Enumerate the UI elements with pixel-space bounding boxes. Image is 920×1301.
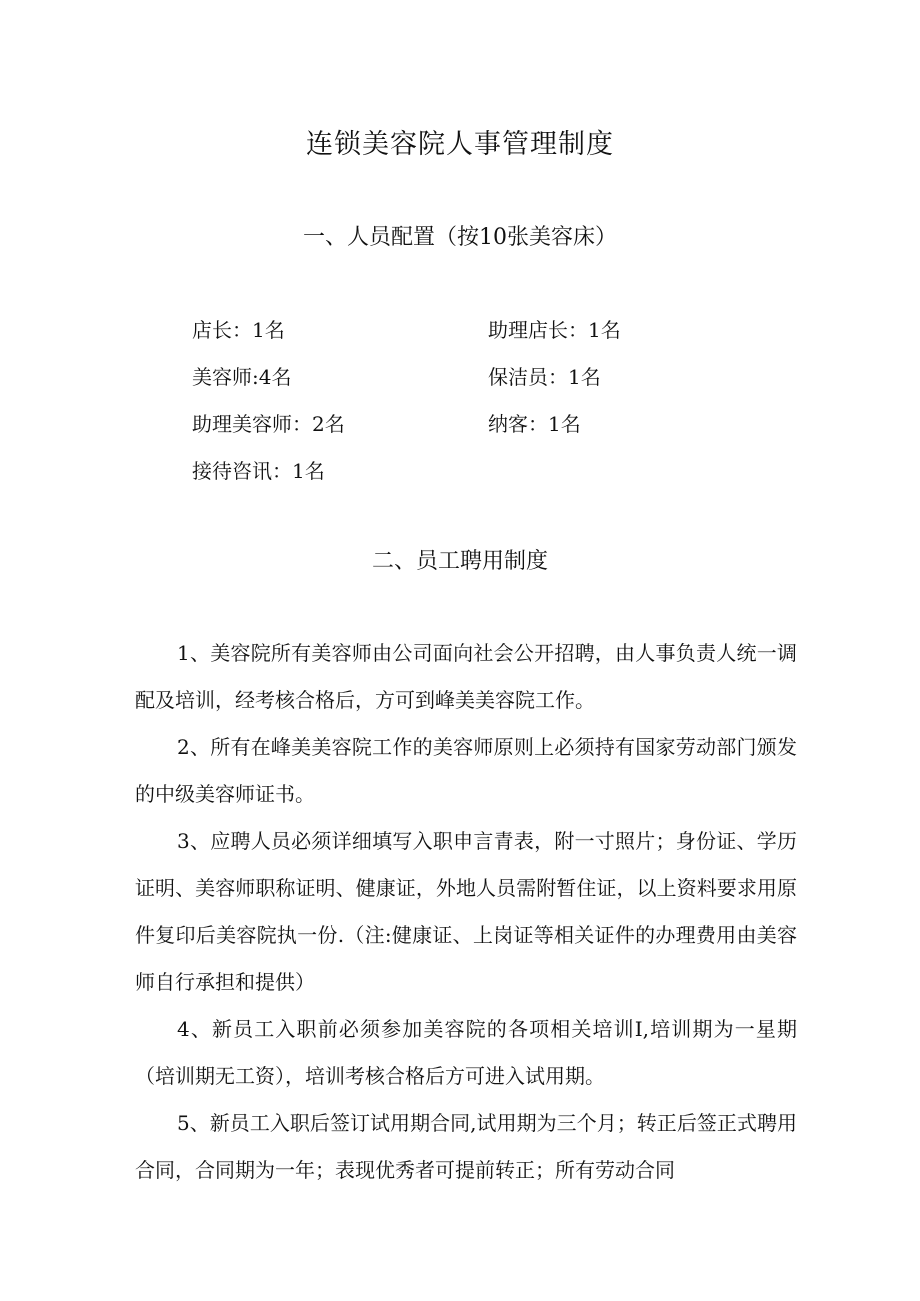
document-title: 连锁美容院人事管理制度 (306, 129, 614, 160)
staff-assistant-beautician: 助理美容师：2名 (192, 412, 345, 436)
policy-paragraph: 4、新员工入职前必须参加美容院的各项相关培训I,培训期为一星期（培训期无工资），培训考核合格后方可进入试用期。 (135, 1017, 797, 1088)
staff-store-manager: 店长：1名 (192, 318, 285, 342)
policy-paragraph: 1、美容院所有美容师由公司面向社会公开招聘，由人事负责人统一调配及培训，经考核合格后，方可到峰美美容院工作。 (135, 641, 797, 712)
staff-beautician: 美容师:4名 (192, 365, 292, 389)
hiring-policy-body (135, 630, 797, 1194)
staff-assistant-manager: 助理店长：1名 (488, 318, 621, 342)
section-heading-staffing: 一、人员配置（按10张美容床） (303, 225, 617, 250)
policy-paragraph: 2、所有在峰美美容院工作的美容师原则上必须持有国家劳动部门颁发的中级美容师证书。 (135, 735, 797, 806)
staff-reception: 接待咨讯：1名 (192, 459, 325, 483)
section-heading-hiring: 二、员工聘用制度 (371, 549, 548, 574)
policy-paragraph: 5、新员工入职后签订试用期合同,试用期为三个月；转正后签正式聘用合同，合同期为一年；表现优秀者可提前转正；所有劳动合同 (135, 1111, 797, 1182)
staff-cleaner: 保洁员：1名 (488, 365, 601, 389)
staff-customer-intake: 纳客：1名 (488, 412, 581, 436)
policy-paragraph: 3、应聘人员必须详细填写入职申言青表，附一寸照片；身份证、学历证明、美容师职称证明、健康证，外地人员需附暂住证，以上资料要求用原件复印后美容院执一份.（注:健康证、上岗证等相关证件的办理费用由美容师自行承担和提供） (135, 829, 797, 994)
